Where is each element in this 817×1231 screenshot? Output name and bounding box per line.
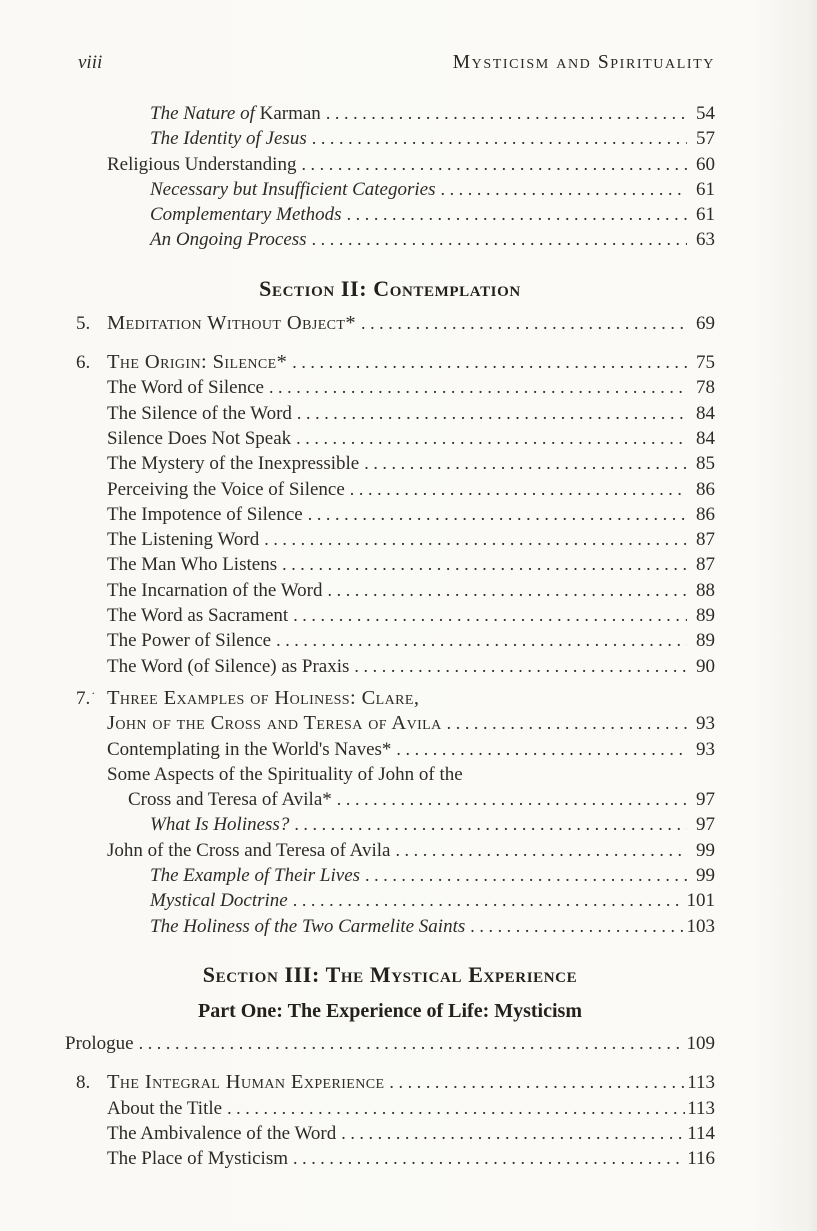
entry-page-number: 89 <box>696 630 715 652</box>
entry-page-number: 57 <box>696 128 715 150</box>
entry-label: Three Examples of Holiness: Clare, <box>107 686 420 709</box>
entry-label: The Impotence of Silence <box>107 503 303 525</box>
dot-leader <box>269 375 687 400</box>
entry-label: Silence Does Not Speak <box>107 427 292 449</box>
entry-page-number: 87 <box>696 554 715 576</box>
dot-leader <box>227 1096 685 1121</box>
page-header <box>65 52 715 74</box>
toc-entry <box>65 527 715 552</box>
entry-label: The Holiness of the Two Carmelite Saints <box>150 915 466 937</box>
entry-page-number: 84 <box>696 402 715 424</box>
entry-page-number: 87 <box>696 529 715 551</box>
toc-entry <box>65 202 715 227</box>
entry-page-number: 99 <box>696 865 715 887</box>
toc-entry <box>65 1121 715 1146</box>
dot-leader <box>296 426 687 451</box>
entry-label: Religious Understanding <box>107 153 297 175</box>
toc-entry <box>65 863 715 888</box>
entry-page-number: 93 <box>696 713 715 735</box>
entry-label: The Silence of the Word <box>107 402 292 424</box>
entry-page-number: 99 <box>696 839 715 861</box>
entry-page-number: 85 <box>696 453 715 475</box>
dot-leader <box>293 1146 685 1171</box>
dot-leader <box>308 502 687 527</box>
entry-page-number: 61 <box>696 204 715 226</box>
toc-entry <box>65 350 715 375</box>
toc-entry <box>65 1096 715 1121</box>
entry-page-number: 69 <box>696 312 715 334</box>
dot-leader <box>297 401 687 426</box>
entry-label: What Is Holiness? <box>150 814 290 836</box>
entry-page-number: 113 <box>687 1097 715 1119</box>
dot-leader <box>301 152 687 177</box>
entry-label: The Word of Silence <box>107 377 264 399</box>
entry-label: The Place of Mysticism <box>107 1148 288 1170</box>
entry-label: The Mystery of the Inexpressible <box>107 453 360 475</box>
entry-page-number: 63 <box>696 229 715 251</box>
dot-leader <box>282 552 687 577</box>
entry-page-number: 61 <box>696 178 715 200</box>
entry-number-mark: · <box>91 686 96 701</box>
toc-entry <box>65 426 715 451</box>
entry-label: Meditation Without Object* <box>107 311 356 334</box>
entry-number: 6. <box>76 352 91 374</box>
dot-leader <box>354 654 687 679</box>
toc-entry <box>65 477 715 502</box>
toc-entry <box>65 888 715 913</box>
entry-label: The Listening Word <box>107 529 260 551</box>
folio-page-number: viii <box>78 52 103 73</box>
entry-label: The Word as Sacrament <box>107 605 289 627</box>
section-heading: Section II: Contemplation <box>259 275 521 301</box>
toc-entry <box>65 762 715 787</box>
toc-entry <box>65 812 715 837</box>
entry-number: 8. <box>76 1072 91 1094</box>
entry-label-segment: Karman <box>259 103 321 124</box>
dot-leader <box>139 1031 685 1056</box>
entry-page-number: 54 <box>696 103 715 124</box>
dot-leader <box>312 227 687 252</box>
toc-entry <box>65 914 715 939</box>
dot-leader <box>326 101 687 126</box>
toc-entry <box>65 227 715 252</box>
toc-entry <box>65 628 715 653</box>
dot-leader <box>347 202 687 227</box>
entry-page-number: 86 <box>696 503 715 525</box>
toc-entry <box>65 101 715 126</box>
entry-label: Contemplating in the World's Naves* <box>107 738 392 760</box>
entry-page-number: 84 <box>696 427 715 449</box>
toc-entry <box>65 552 715 577</box>
toc-entry <box>65 1070 715 1095</box>
entry-label: Cross and Teresa of Avila* <box>128 789 332 811</box>
toc-entry <box>65 311 715 336</box>
entry-page-number: 97 <box>696 814 715 836</box>
entry-page-number: 78 <box>696 377 715 399</box>
entry-label: John of the Cross and Teresa of Avila <box>107 839 391 861</box>
entry-label-segment: The Nature of <box>150 103 260 124</box>
part-heading: Part One: The Experience of Life: Mysticism <box>198 999 582 1022</box>
entry-label: The Identity of Jesus <box>150 128 307 150</box>
toc-entry <box>65 578 715 603</box>
toc <box>65 101 715 1171</box>
running-head: Mysticism and Spirituality <box>452 52 715 73</box>
dot-leader <box>365 863 687 888</box>
entry-page-number: 93 <box>696 738 715 760</box>
dot-leader <box>440 177 687 202</box>
entry-page-number: 89 <box>696 605 715 627</box>
entry-label: The Word (of Silence) as Praxis <box>107 655 350 677</box>
dot-leader <box>276 628 687 653</box>
dot-leader <box>395 838 687 863</box>
dot-leader <box>447 711 687 736</box>
section-heading: Section III: The Mystical Experience <box>202 961 578 987</box>
entry-page-number: 97 <box>696 789 715 811</box>
entry-label: The Power of Silence <box>107 630 272 652</box>
dot-leader <box>292 350 687 375</box>
dot-leader <box>350 477 687 502</box>
toc-entry <box>65 451 715 476</box>
entry-label: The Example of Their Lives <box>150 865 361 887</box>
dot-leader <box>293 888 685 913</box>
entry-label: Some Aspects of the Spirituality of John of the <box>107 763 463 785</box>
entry-label: The Ambivalence of the Word <box>107 1122 337 1144</box>
entry-label: An Ongoing Process <box>150 229 307 251</box>
dot-leader <box>389 1070 685 1095</box>
toc-entry <box>65 126 715 151</box>
dot-leader <box>470 914 684 939</box>
entry-page-number: 101 <box>686 890 715 912</box>
toc-entry <box>65 502 715 527</box>
toc-entry <box>65 177 715 202</box>
dot-leader <box>364 451 687 476</box>
entry-page-number: 114 <box>687 1122 715 1144</box>
dot-leader <box>337 787 687 812</box>
toc-entry <box>65 1146 715 1171</box>
dot-leader <box>312 126 687 151</box>
entry-label: Complementary Methods <box>150 204 342 226</box>
dot-leader <box>293 603 687 628</box>
entry-page-number: 60 <box>696 153 715 175</box>
toc-entry <box>65 1031 715 1056</box>
entry-page-number: 109 <box>686 1032 715 1054</box>
entry-label: The Man Who Listens <box>107 554 278 576</box>
entry-label: Necessary but Insufficient Categories <box>150 178 436 200</box>
dot-leader <box>264 527 687 552</box>
entry-number: 7.· <box>76 686 96 709</box>
entry-page-number: 88 <box>696 579 715 601</box>
entry-page-number: 103 <box>686 915 715 937</box>
entry-number: 5. <box>76 312 91 334</box>
toc-entry <box>65 711 715 736</box>
toc-entry <box>65 654 715 679</box>
dot-leader <box>396 737 687 762</box>
toc-entry <box>65 686 715 711</box>
toc-entry <box>65 401 715 426</box>
toc-entry <box>65 375 715 400</box>
entry-page-number: 86 <box>696 478 715 500</box>
entry-page-number: 116 <box>687 1148 715 1170</box>
entry-page-number: 90 <box>696 655 715 677</box>
toc-entry <box>65 603 715 628</box>
entry-label <box>150 101 321 126</box>
entry-label: The Origin: Silence* <box>107 351 288 374</box>
entry-label: The Integral Human Experience <box>107 1071 385 1094</box>
dot-leader <box>328 578 688 603</box>
entry-label: Mystical Doctrine <box>150 890 288 912</box>
entry-label: About the Title <box>107 1097 223 1119</box>
entry-label: The Incarnation of the Word <box>107 579 323 601</box>
dot-leader <box>361 311 687 336</box>
entry-page-number: 75 <box>696 352 715 374</box>
toc-entry <box>65 152 715 177</box>
entry-page-number: 113 <box>687 1072 715 1094</box>
dot-leader <box>341 1121 685 1146</box>
entry-label: John of the Cross and Teresa of Avila <box>107 712 442 735</box>
toc-entry <box>65 838 715 863</box>
entry-label: Prologue <box>65 1032 134 1054</box>
toc-entry <box>65 737 715 762</box>
entry-label: Perceiving the Voice of Silence <box>107 478 345 500</box>
toc-entry <box>65 787 715 812</box>
dot-leader <box>294 812 687 837</box>
